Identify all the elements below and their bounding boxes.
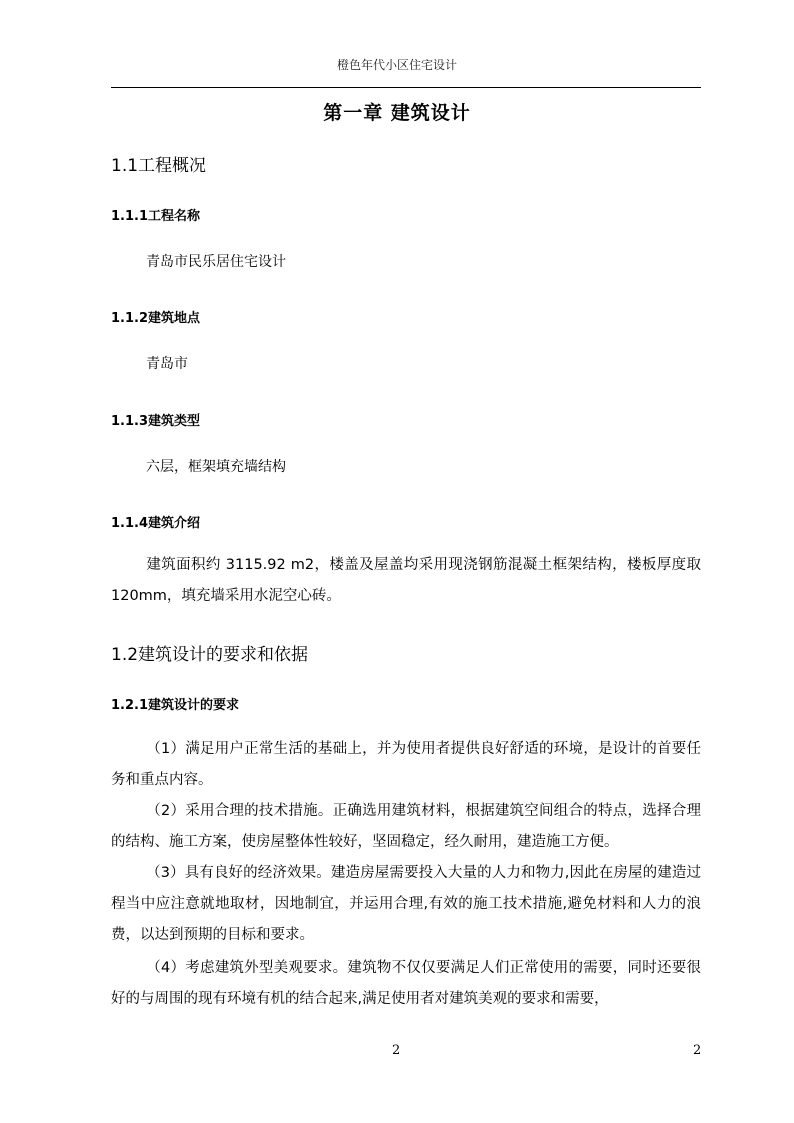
location-text: 青岛市 <box>146 356 188 372</box>
chapter-title: 第一章 建筑设计 <box>323 102 471 124</box>
section-heading-1-1-3: 1.1.3建筑类型 <box>111 414 201 429</box>
header-divider <box>111 87 701 88</box>
section-heading-1-1-1: 1.1.1工程名称 <box>111 209 201 224</box>
section-heading-1-2: 1.2建筑设计的要求和依据 <box>111 645 309 665</box>
section-heading-1-1-2: 1.1.2建筑地点 <box>111 311 201 326</box>
page-number-right: 2 <box>693 1043 702 1058</box>
requirement-item-1: （1）满足用户正常生活的基础上，并为使用者提供良好舒适的环境，是设计的首要任务和重点内容。 <box>111 741 701 788</box>
page-number-center: 2 <box>392 1043 401 1058</box>
section-heading-1-1: 1.1工程概况 <box>111 156 207 176</box>
section-heading-1-1-4: 1.1.4建筑介绍 <box>111 516 201 531</box>
section-heading-1-2-1: 1.2.1建筑设计的要求 <box>111 698 240 713</box>
building-intro-paragraph <box>111 550 701 612</box>
building-intro-text: 建筑面积约 3115.92 m2，楼盖及屋盖均采用现浇钢筋混凝土框架结构，楼板厚度取 120mm，填充墙采用水泥空心砖。 <box>111 557 701 604</box>
header-title: 橙色年代小区住宅设计 <box>336 58 457 72</box>
requirement-item-4: （4）考虑建筑外型美观要求。建筑物不仅仅要满足人们正常使用的需要，同时还要很好的与周围的现有环境有机的结合起来,满足使用者对建筑美观的要求和需要， <box>111 960 701 1007</box>
requirement-item-2: （2）采用合理的技术措施。正确选用建筑材料，根据建筑空间组合的特点，选择合理的结构、施工方案，使房屋整体性较好，坚固稳定，经久耐用，建造施工方便。 <box>111 803 701 850</box>
project-name-text: 青岛市民乐居住宅设计 <box>146 254 286 270</box>
building-type-text: 六层，框架填充墙结构 <box>146 459 286 475</box>
requirement-item-3: （3）具有良好的经济效果。建造房屋需要投入大量的人力和物力,因此在房屋的建造过程当中应注意就地取材，因地制宜，并运用合理,有效的施工技术措施,避免材料和人力的浪费，以达到预期的目标和要求。 <box>111 865 701 943</box>
